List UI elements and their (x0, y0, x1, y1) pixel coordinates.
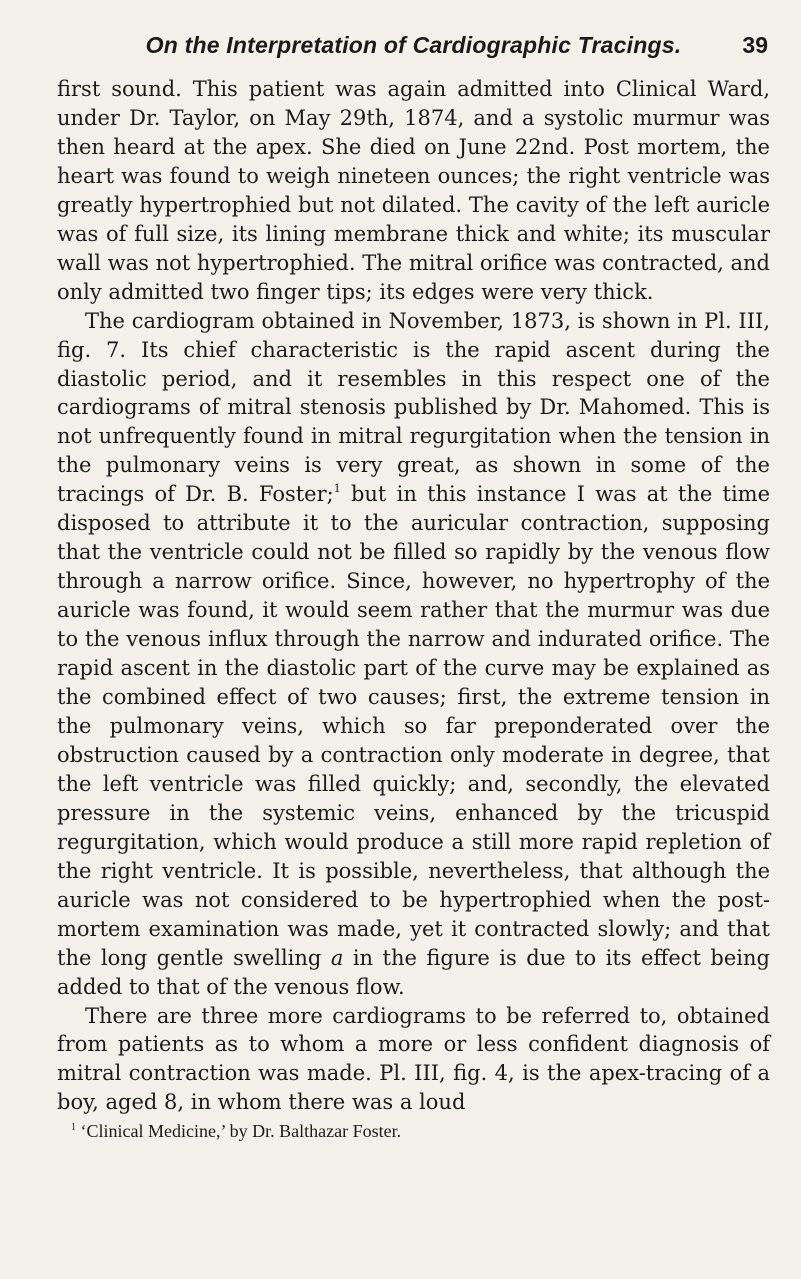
footnote-text: ‘Clinical Medicine,’ by Dr. Balthazar Foster. (76, 1121, 402, 1142)
running-title: On the Interpretation of Cardiographic Tracings. (145, 32, 682, 58)
book-page (57, 32, 770, 1142)
paragraph-2-part-2: but in this instance I was at the time disposed to attribute it to the auricular contraction, supposing that the ventricle could not be filled so rapidly by the venous flow through a narrow orifice. Since, however, no hypertrophy of the auricle was found, it would seem rather that the murmur was due to the venous influx through the narrow and indurated orifice. The rapid ascent in the diastolic part of the curve may be explained as the combined effect of two causes; first, the extreme tension in the pulmonary veins, which so far preponderated over the obstruction caused by a contraction only moderate in degree, that the left ventricle was filled quickly; and, secondly, the elevated pressure in the systemic veins, enhanced by the tricuspid regurgitation, which would produce a still more rapid repletion of the right ventricle. It is possible, nevertheless, that although the auricle was not considered to be hypertrophied when the post-mortem examination was made, yet it contracted slowly; and that the long gentle swelling (57, 482, 770, 970)
paragraph-2-part-1: The cardiogram obtained in November, 1873, is shown in Pl. III, fig. 7. Its chief characteristic is the rapid ascent during the diastolic period, and it resembles in this respect one of the cardiograms of mitral stenosis published by Dr. Mahomed. This is not unfrequently found in mitral regurgitation when the tension in the pulmonary veins is very great, as shown in some of the tracings of Dr. B. Foster; (57, 308, 770, 507)
paragraph-1: first sound. This patient was again admitted into Clinical Ward, under Dr. Taylor, on May 29th, 1874, and a systolic murmur was then heard at the apex. She died on June 22nd. Post mortem, the heart was found to weigh nineteen ounces; the right ventricle was greatly hypertrophied but not dilated. The cavity of the left auricle was of full size, its lining membrane thick and white; its muscular wall was not hypertrophied. The mitral orifice was contracted, and only admitted two finger tips; its edges were very thick. (57, 77, 770, 304)
paragraph-3: There are three more cardiograms to be referred to, obtained from patients as to whom a more or less confident diagnosis of mitral contraction was made. Pl. III, fig. 4, is the apex-tracing of a boy, aged 8, in whom there was a loud (57, 1003, 770, 1115)
paragraph-2 (57, 307, 770, 1002)
running-head (57, 32, 770, 66)
body-text (57, 75, 770, 1117)
page-number: 39 (742, 32, 768, 58)
figure-label-a: a (330, 945, 344, 970)
paragraph-2-part-3: in the figure is due to its effect being added to that of the venous flow. (57, 945, 770, 999)
footnote (57, 1120, 770, 1142)
footnote-reference: 1 (333, 482, 341, 496)
footnote-marker: 1 (71, 1122, 76, 1134)
